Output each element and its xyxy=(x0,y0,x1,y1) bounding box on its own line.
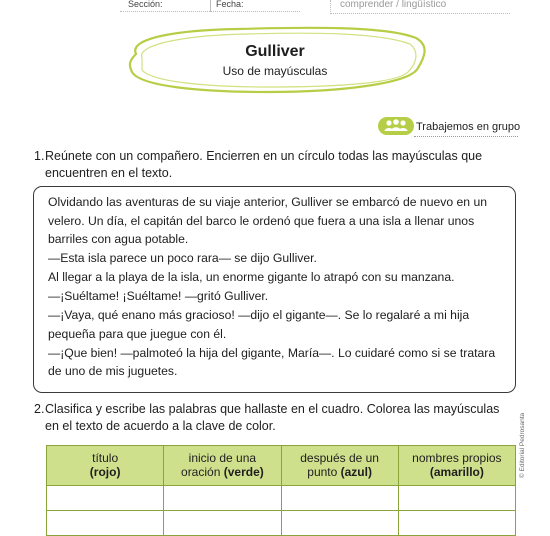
page-title: Gulliver xyxy=(245,43,305,60)
instruction-number: 2. xyxy=(34,402,45,416)
skill-divider xyxy=(330,0,331,14)
header-line xyxy=(120,11,300,12)
answer-cell[interactable] xyxy=(47,486,164,511)
skill-line xyxy=(330,13,510,14)
column-label: inicio de una oración xyxy=(181,450,257,479)
column-label: después de un punto xyxy=(300,450,379,479)
instruction-text: Reúnete con un compañero. Encierren en un círculo todas las mayúsculas que encuentren en el texto. xyxy=(45,149,483,180)
reading-text-box xyxy=(33,186,516,393)
instruction-2 xyxy=(34,401,514,435)
reading-paragraph: —¡Suéltame! ¡Suéltame! —gritó Gulliver. xyxy=(48,289,269,303)
group-people-icon xyxy=(378,117,414,135)
header-strip xyxy=(0,0,550,16)
answer-cell[interactable] xyxy=(164,486,281,511)
group-work-underline xyxy=(414,136,518,137)
instruction-number: 1. xyxy=(34,149,45,163)
color-key: (verde) xyxy=(223,465,264,479)
skill-label: comprender / lingüístico xyxy=(340,0,447,10)
answer-cell[interactable] xyxy=(164,511,281,536)
table-row xyxy=(47,511,516,536)
color-key: (azul) xyxy=(340,465,372,479)
instruction-1 xyxy=(34,148,514,182)
table-row xyxy=(47,486,516,511)
copyright-notice: © Editorial Pedrosanta xyxy=(519,412,526,478)
column-header-sentence-start xyxy=(164,446,281,486)
group-work-label: Trabajemos en grupo xyxy=(416,121,521,133)
section-label: Sección: xyxy=(128,0,163,9)
classification-table xyxy=(46,445,516,536)
color-key: (amarillo) xyxy=(429,465,484,479)
answer-cell[interactable] xyxy=(281,486,398,511)
column-header-title xyxy=(47,446,164,486)
reading-paragraph: Al llegar a la playa de la isla, un enorme gigante lo atrapó con su manzana. xyxy=(48,270,455,284)
column-label: nombres propios xyxy=(412,450,502,465)
instruction-text: Clasifica y escribe las palabras que hallaste en el cuadro. Colorea las mayúsculas en el texto de acuerdo a la clave de color. xyxy=(45,402,500,433)
color-key: (rojo) xyxy=(89,465,121,479)
column-header-proper-names xyxy=(398,446,515,486)
column-label: título xyxy=(92,450,119,465)
answer-cell[interactable] xyxy=(47,511,164,536)
answer-cell[interactable] xyxy=(398,486,515,511)
page-subtitle: Uso de mayúsculas xyxy=(222,64,328,78)
column-header-after-period xyxy=(281,446,398,486)
date-label: Fecha: xyxy=(216,0,244,9)
reading-paragraph: Olvidando las aventuras de su viaje anterior, Gulliver se embarcó de nuevo en un velero. Un día, el capitán del barco le ordenó que fuera a una isla a llenar unos barriles con agua potable. xyxy=(48,195,488,246)
reading-paragraph: —Esta isla parece un poco rara— se dijo Gulliver. xyxy=(48,251,317,265)
answer-cell[interactable] xyxy=(281,511,398,536)
answer-cell[interactable] xyxy=(398,511,515,536)
reading-paragraph: —¡Vaya, qué enano más gracioso! —dijo el gigante—. Se lo regalaré a mi hija pequeña para que juegue con él. xyxy=(48,308,470,341)
reading-paragraph: —¡Que bien! —palmoteó la hija del gigante, María—. Lo cuidaré como si se tratara de uno de mis juguetes. xyxy=(48,345,496,378)
